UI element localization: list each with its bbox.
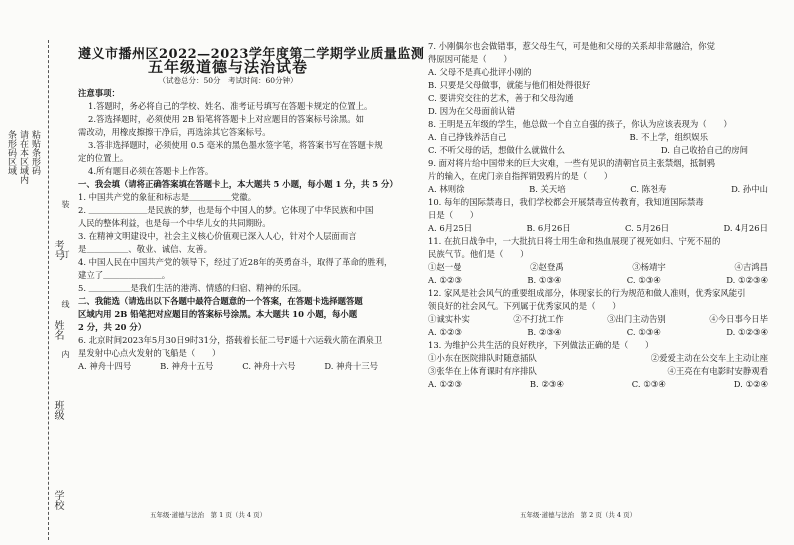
q13-item: ②爱爱主动在公交车上主动让座: [650, 353, 768, 363]
question-3-cont: 是＿＿＿＿＿、敬业、诚信、友善。: [78, 244, 212, 254]
q11-option-b: B. ①③④: [527, 275, 562, 285]
option-b: B. 神舟十五号: [160, 361, 214, 371]
seal-word-3: 线: [61, 300, 70, 308]
left-column: [78, 47, 425, 373]
option-d: D. 神舟十三号: [324, 361, 378, 371]
q11-options: [428, 274, 768, 287]
q9-option-a: A. 林则徐: [428, 184, 465, 194]
field-exam-number: 考号: [52, 240, 63, 260]
seal-word-4: 内: [61, 350, 70, 358]
q13-option-c: C. ①③④: [631, 379, 666, 389]
question-3: 3. 在精神文明建设中，社会主义核心价值观已深入人心，针对个人层面而言: [78, 231, 357, 241]
q8-options-row1: [428, 131, 768, 144]
question-4: 4. 中国人民在中国共产党的领导下，经过了近28年的英勇奋斗，取得了革命的胜利，: [78, 257, 393, 267]
q8-option-b: B. 不上学，组织娱乐: [629, 132, 708, 142]
q13-items-row1: [428, 352, 768, 365]
option-a: A. 神舟十四号: [78, 361, 132, 371]
note-item: 2.答选择题时，必须使用 2B 铅笔将答题卡上对应题目的答案标号涂黑。如: [88, 114, 365, 124]
question-13: 13. 为维护公共生活的良好秩序，下列做法正确的是（ ）: [428, 340, 654, 350]
q12-option-d: D. ①②③④: [726, 327, 768, 337]
q10-option-b: B. 6月26日: [526, 223, 571, 233]
q9-option-c: C. 陈천寿: [630, 184, 667, 194]
note-item: 定的位置上。: [78, 153, 129, 163]
q11-option-c: C. ①③④: [626, 275, 661, 285]
q7-option-c: C. 要讲究交往的艺术，善于和父母沟通: [428, 93, 574, 103]
section2-heading-2: 区域内用 2B 铅笔把对应题目的答案标号涂黑。本大题共 10 小题，每小题: [78, 309, 358, 319]
question-4-cont: 建立了＿＿＿＿＿＿＿。: [78, 270, 171, 280]
note-item: 3.答非选择题时，必须使用 0.5 毫米的黑色墨水签字笔，将答案书写在答题卡规: [88, 140, 383, 150]
q8-option-d: D. 自己收拾自己的房间: [660, 145, 748, 155]
q13-option-a: A. ①②③: [428, 379, 462, 389]
q8-option-a: A. 自己挣钱养活自己: [428, 132, 507, 142]
binding-margin: [0, 0, 68, 545]
q9-option-d: D. 孙中山: [731, 184, 768, 194]
q12-item: ②不打扰工作: [513, 314, 564, 324]
q13-item: ③张华在上体育课时有序排队: [428, 366, 537, 376]
q12-option-c: C. ①③④: [626, 327, 661, 337]
q7-option-d: D. 因为在父母面前认错: [428, 106, 516, 116]
footer-page-2: 五年级·道德与法治 第 2 页（共 4 页）: [520, 511, 637, 519]
q13-item: ①小东在医院排队时随意插队: [428, 353, 537, 363]
footer-page-1: 五年级·道德与法治 第 1 页（共 4 页）: [150, 511, 267, 519]
q13-options: [428, 378, 768, 391]
q12-item: ③出门主动告别: [607, 314, 666, 324]
q10-option-d: D. 4月26日: [723, 223, 768, 233]
q11-people: [428, 261, 768, 274]
question-9-cont: 片的输入，在虎门亲自指挥销毁鸦片的是（ ）: [428, 171, 613, 181]
field-class: 班级: [52, 400, 63, 420]
question-10-cont: 日是（ ）: [428, 210, 479, 220]
question-2-cont: 人民的整体利益，也是每一个中华儿女的共同期盼。: [78, 218, 271, 228]
question-1: 1. 中国共产党的象征和标志是＿＿＿＿＿党徽。: [78, 192, 257, 202]
right-column: [428, 40, 768, 391]
section1-heading: 一、我会填（请将正确答案填在答题卡上，本大题共 5 小题，每小题 1 分，共 5 分）: [78, 179, 398, 189]
notes-heading: 注意事项：: [78, 88, 120, 98]
q13-items-row2: [428, 365, 768, 378]
question-6-cont: 星发射中心点火发射的飞船是（ ）: [78, 348, 221, 358]
question-8: 8. 王明是五年级的学生，他总做一个自立自强的孩子，你认为应该表现为（ ）: [428, 119, 732, 129]
q8-option-c: C. 不听父母的话，想做什么就做什么: [428, 145, 566, 155]
q7-option-b: B. 只要是父母做事，就能与他们相处得很好: [428, 80, 591, 90]
barcode-notice: [6, 130, 16, 175]
exam-meta: （试卷总分：50分 考试时间：60分钟）: [158, 76, 298, 85]
field-school: 学校: [52, 490, 63, 510]
exam-subject-title: 五年级道德与法治试卷: [147, 58, 308, 76]
barcode-notice-line-3: 粘贴条形码: [30, 130, 40, 175]
question-12: 12. 家风是社会风气的重要组成部分，体现家长的行为规范和做人准则，优秀家风能引: [428, 288, 746, 298]
question-6-options: [78, 360, 378, 373]
note-item: 4.所有题目必须在答题卡上作答。: [88, 166, 214, 176]
question-7-cont: 得原因可能是（ ）: [428, 54, 512, 64]
q11-person: ②赵登禹: [530, 262, 564, 272]
question-9: 9. 面对将片给中国带来的巨大灾难，一些有见识的清朝官员主张禁烟，抵制鸦: [428, 158, 716, 168]
question-6: 6. 北京时间2023年5月30日9时31分，搭载着长征二号F遥十六运载火箭在酒泉卫: [78, 335, 383, 345]
question-2: 2. ＿＿＿＿＿＿＿是民族的梦，也是每个中国人的梦。它体现了中华民族和中国: [78, 205, 374, 215]
question-12-cont: 领良好的社会风气。下列属于优秀家风的是（ ）: [428, 301, 621, 311]
barcode-notice-2: [18, 130, 28, 184]
q12-option-a: A. ①②③: [428, 327, 462, 337]
question-5: 5. ＿＿＿＿＿是我们生活的港湾、情感的归宿、精神的乐园。: [78, 283, 307, 293]
question-11: 11. 在抗日战争中，一大批抗日将士用生命和热血展现了视死如归、宁死不屈的: [428, 236, 721, 246]
q13-option-b: B. ②③④: [529, 379, 564, 389]
q12-options: [428, 326, 768, 339]
field-name: 姓名: [52, 320, 63, 340]
q7-option-a: A. 父母不是真心批评小刚的: [428, 67, 532, 77]
q12-option-b: B. ②③④: [527, 327, 562, 337]
q11-person: ③杨靖宇: [632, 262, 666, 272]
option-c: C. 神舟十六号: [242, 361, 296, 371]
note-item: 需改动，用橡皮擦擦干净后，再选涂其它答案标号。: [78, 127, 271, 137]
q10-option-a: A. 6月25日: [428, 223, 473, 233]
q11-person: ①赵一曼: [428, 262, 462, 272]
question-11-cont: 民族气节。他们是（ ）: [428, 249, 529, 259]
q11-person: ④吉鸿昌: [734, 262, 768, 272]
seal-word-2: 订: [61, 250, 70, 258]
seal-word-1: 装: [61, 200, 70, 208]
q9-options: [428, 183, 768, 196]
barcode-notice-3: [30, 130, 40, 175]
barcode-notice-line-2: 请在本区域内: [18, 130, 28, 184]
q13-option-d: D. ①②④: [733, 379, 768, 389]
q11-option-a: A. ①②③: [428, 275, 462, 285]
section2-heading: 二、我能选（请选出以下各题中最符合题意的一个答案，在答题卡选择题答题: [78, 296, 363, 306]
section2-heading-3: 2 分，共 20 分）: [78, 322, 147, 332]
question-10: 10. 每年的国际禁毒日，我们学校都会开展禁毒宣传教育，我知道国际禁毒: [428, 197, 704, 207]
cut-line: [48, 40, 49, 540]
note-item: 1.答题时，务必将自己的学校、姓名、准考证号填写在答题卡规定的位置上。: [88, 101, 373, 111]
q11-option-d: D. ①②③④: [726, 275, 768, 285]
exam-header-title: 遵义市播州区2022—2023学年度第二学期学业质量监测: [78, 47, 425, 62]
barcode-notice-line-1: 条形码区域: [6, 130, 16, 175]
q12-items: [428, 313, 768, 326]
q10-option-c: C. 5月26日: [624, 223, 670, 233]
q9-option-b: B. 关天培: [529, 184, 566, 194]
q12-item: ①诚实朴实: [428, 314, 470, 324]
q8-options-row2: [428, 144, 768, 157]
q13-item: ④王亮在有电影时安静观看: [667, 366, 768, 376]
question-7: 7. 小刚偶尔也会做错事，惹父母生气，可是他和父母的关系却非常融洽，你觉: [428, 41, 716, 51]
q12-item: ④今日事今日毕: [709, 314, 768, 324]
q10-options: [428, 222, 768, 235]
